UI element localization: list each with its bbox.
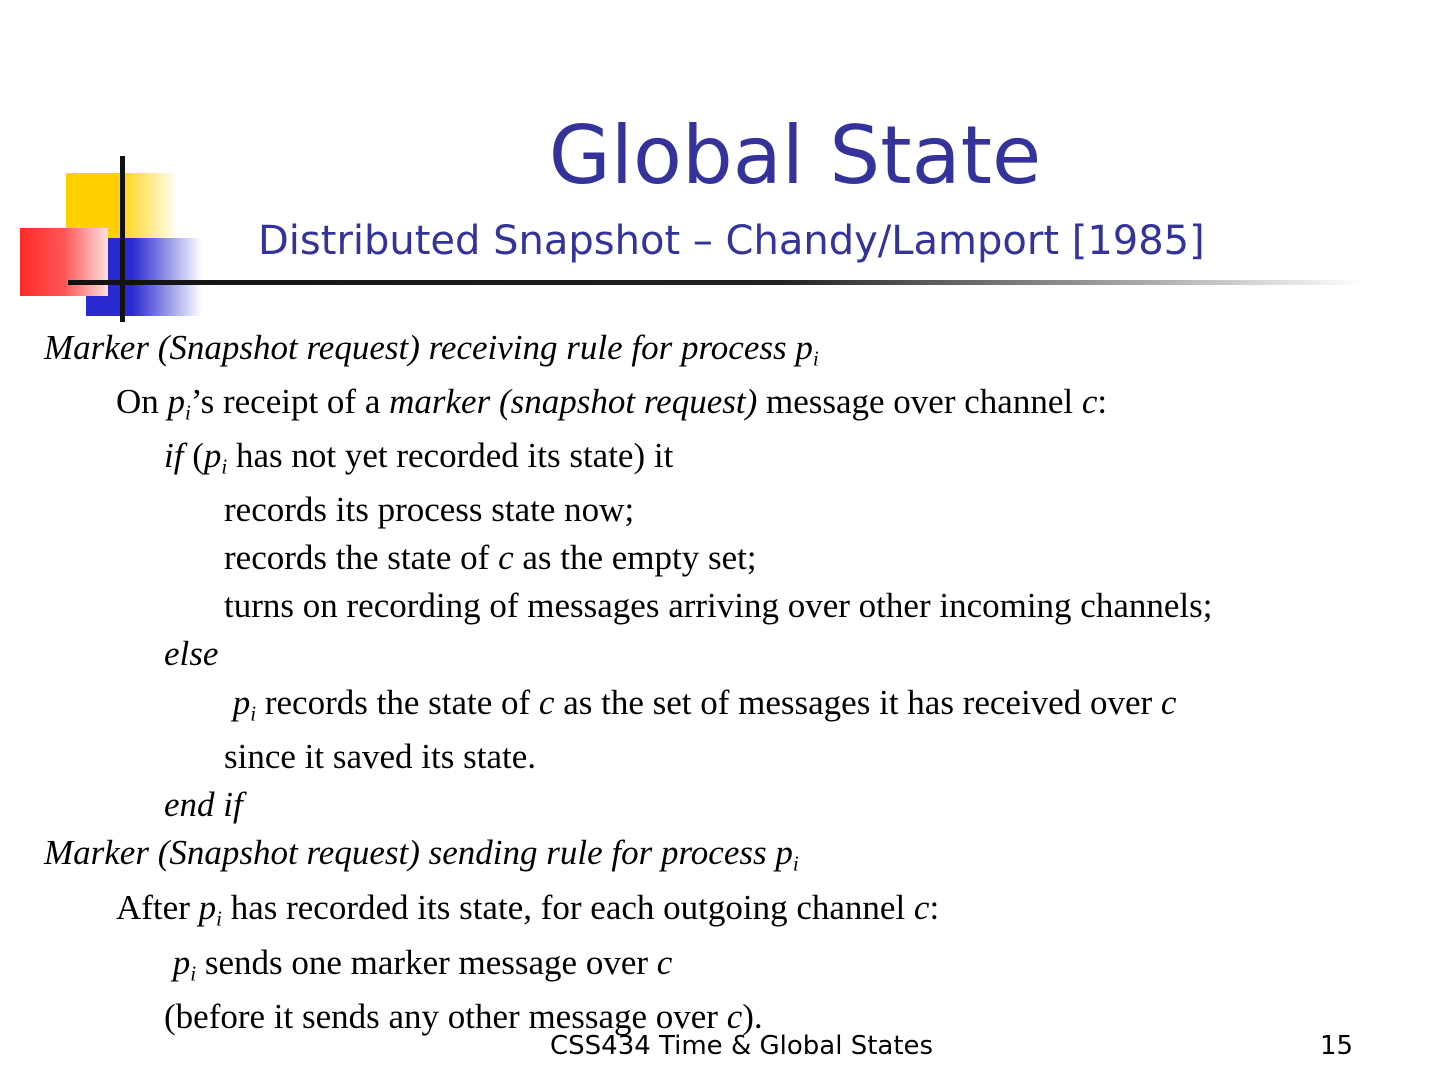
before-line: (before it sends any other message over c). xyxy=(164,997,763,1036)
records-process-line: records its process state now; xyxy=(224,490,635,529)
if-line: if ($p_i$ has not yet recorded its state) it xyxy=(164,436,674,479)
title-underline xyxy=(68,280,1363,285)
turns-on-line: turns on recording of messages arriving over other incoming channels; xyxy=(224,586,1213,625)
else-records-line: $p_i$ records the state of c as the set of messages it has received over c xyxy=(232,683,1177,726)
end-if-line: end if xyxy=(164,785,243,824)
after-line: After $p_i$ has recorded its state, for each outgoing channel c: xyxy=(116,888,940,931)
sending-rule-heading: Marker (Snapshot request) sending rule for process $p_i$ xyxy=(44,833,799,876)
slide-title: Global State xyxy=(548,109,1042,202)
sends-line: $p_i$ sends one marker message over c xyxy=(172,943,673,986)
slide-subtitle: Distributed Snapshot – Chandy/Lamport [1985] xyxy=(258,218,1205,264)
receiving-rule-heading: Marker (Snapshot request) receiving rule for process $p_i$ xyxy=(44,328,819,371)
else-line: else xyxy=(164,634,219,673)
on-receipt-line: On $p_i’s$ receipt of a marker (snapshot request) message over channel c: xyxy=(116,382,1108,425)
decor-red-square xyxy=(20,228,108,296)
footer-page-number: 15 xyxy=(1320,1031,1354,1061)
footer-course: CSS434 Time & Global States xyxy=(550,1031,934,1061)
since-line: since it saved its state. xyxy=(224,737,537,776)
records-state-line: records the state of c as the empty set; xyxy=(224,538,757,577)
